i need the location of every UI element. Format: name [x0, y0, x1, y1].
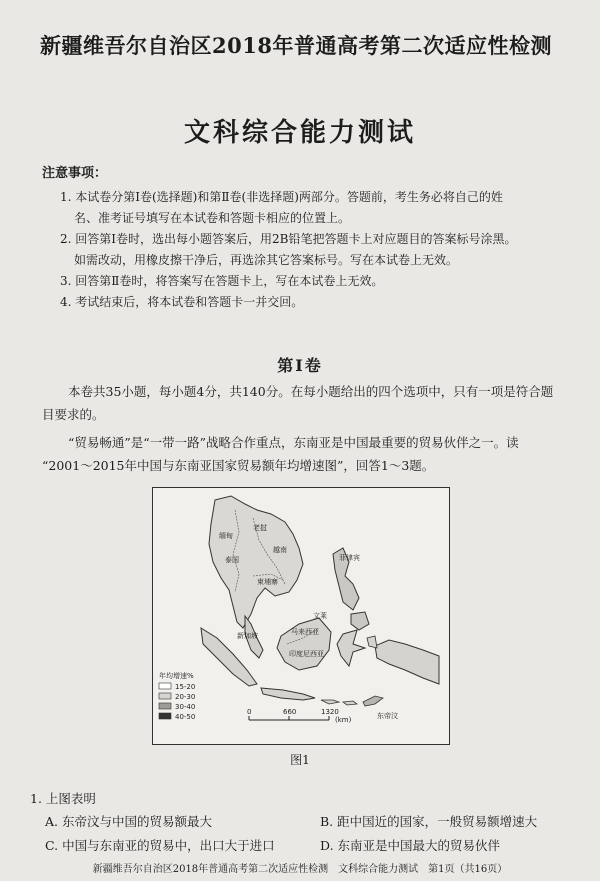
map-label-thailand: 泰国 — [225, 556, 239, 564]
legend-swatch — [159, 693, 171, 699]
timor-island — [363, 696, 383, 706]
maluku-islands — [367, 636, 377, 648]
notice-line: 1. 本试卷分第Ⅰ卷(选择题)和第Ⅱ卷(非选择题)两部分。答题前，考生务必将自己的姓 — [60, 190, 503, 204]
notice-line: 名、准考证号填写在本试卷和答题卡相应的位置上。 — [74, 211, 351, 225]
southeast-asia-map-figure — [152, 487, 450, 745]
map-label-philippines: 菲律宾 — [339, 554, 360, 562]
notice-line: 如需改动，用橡皮擦干净后，再选涂其它答案标号。写在本试卷上无效。 — [74, 253, 459, 267]
legend-item: 40-50 — [175, 713, 196, 721]
borneo-island — [277, 618, 331, 670]
philippines-islands — [351, 612, 369, 630]
lesser-sunda-islands — [321, 700, 357, 705]
map-label-malaysia: 马来西亚 — [291, 628, 319, 636]
question-option-b: B. 距中国近的国家，一般贸易额增速大 — [320, 814, 538, 829]
page-footer: 新疆维吾尔自治区2018年普通高考第二次适应性检测 文科综合能力测试 第1页（共16页） — [92, 864, 508, 875]
question-context — [42, 432, 582, 477]
notice-line: 4. 考试结束后，将本试卷和答题卡一并交回。 — [60, 295, 304, 309]
legend-item: 30-40 — [175, 703, 196, 711]
sulawesi-island — [337, 630, 365, 666]
exam-header-title: 新疆维吾尔自治区2018年普通高考第二次适应性检测 — [40, 33, 552, 58]
question-stem: 1. 上图表明 — [30, 791, 96, 806]
legend-swatch — [159, 703, 171, 709]
map-label-cambodia: 柬埔寨 — [257, 578, 278, 586]
notice-list — [60, 187, 580, 313]
question-option-d: D. 东南亚是中国最大的贸易伙伴 — [320, 838, 501, 853]
question-option-c: C. 中国与东南亚的贸易中，出口大于进口 — [45, 838, 275, 853]
legend-item: 20-30 — [175, 693, 196, 701]
section-intro — [42, 381, 582, 426]
scale-tick: 0 — [247, 708, 252, 716]
map-label-burma: 缅甸 — [219, 532, 233, 540]
java-island — [261, 688, 315, 700]
map-label-brunei: 文莱 — [313, 612, 327, 620]
map-scale-bar — [247, 708, 352, 724]
map-label-laos: 老挝 — [253, 524, 267, 532]
map-label-indonesia: 印度尼西亚 — [289, 650, 324, 658]
map-label-east-timor: 东帝汶 — [377, 712, 398, 720]
mainland-landmass — [209, 496, 303, 628]
context-line: “贸易畅通”是“一带一路”战略合作重点，东南亚是中国最重要的贸易伙伴之一。读 — [68, 435, 519, 450]
notice-heading: 注意事项： — [42, 166, 108, 181]
scale-tick: 1320 — [321, 708, 339, 716]
intro-line: 目要求的。 — [42, 406, 105, 422]
intro-line: 本卷共35小题，每小题4分，共140分。在每小题给出的四个选项中，只有一项是符合题 — [68, 384, 554, 399]
section-title: 第Ⅰ卷 — [277, 356, 323, 375]
main-title: 文科综合能力测试 — [183, 118, 416, 148]
legend-item: 15-20 — [175, 683, 196, 691]
notice-line: 3. 回答第Ⅱ卷时，将答案写在答题卡上，写在本试卷上无效。 — [60, 274, 384, 288]
figure-caption: 图1 — [290, 753, 310, 767]
question-option-a: A. 东帝汶与中国的贸易额最大 — [45, 814, 212, 829]
map-legend — [159, 671, 195, 721]
map-label-singapore: 新加坡 — [237, 632, 258, 640]
maluku-new-guinea — [375, 640, 439, 684]
southeast-asia-map — [153, 488, 449, 744]
scale-unit: (km) — [335, 716, 352, 724]
scale-tick: 660 — [283, 708, 297, 716]
legend-title: 年均增速% — [159, 672, 194, 680]
legend-swatch — [159, 713, 171, 719]
legend-swatch — [159, 683, 171, 689]
context-line: “2001～2015年中国与东南亚国家贸易额年均增速图”，回答1～3题。 — [42, 457, 435, 473]
notice-line: 2. 回答第Ⅰ卷时，选出每小题答案后，用2B铅笔把答题卡上对应题目的答案标号涂黑。 — [60, 232, 517, 246]
map-label-vietnam: 越南 — [273, 546, 287, 554]
